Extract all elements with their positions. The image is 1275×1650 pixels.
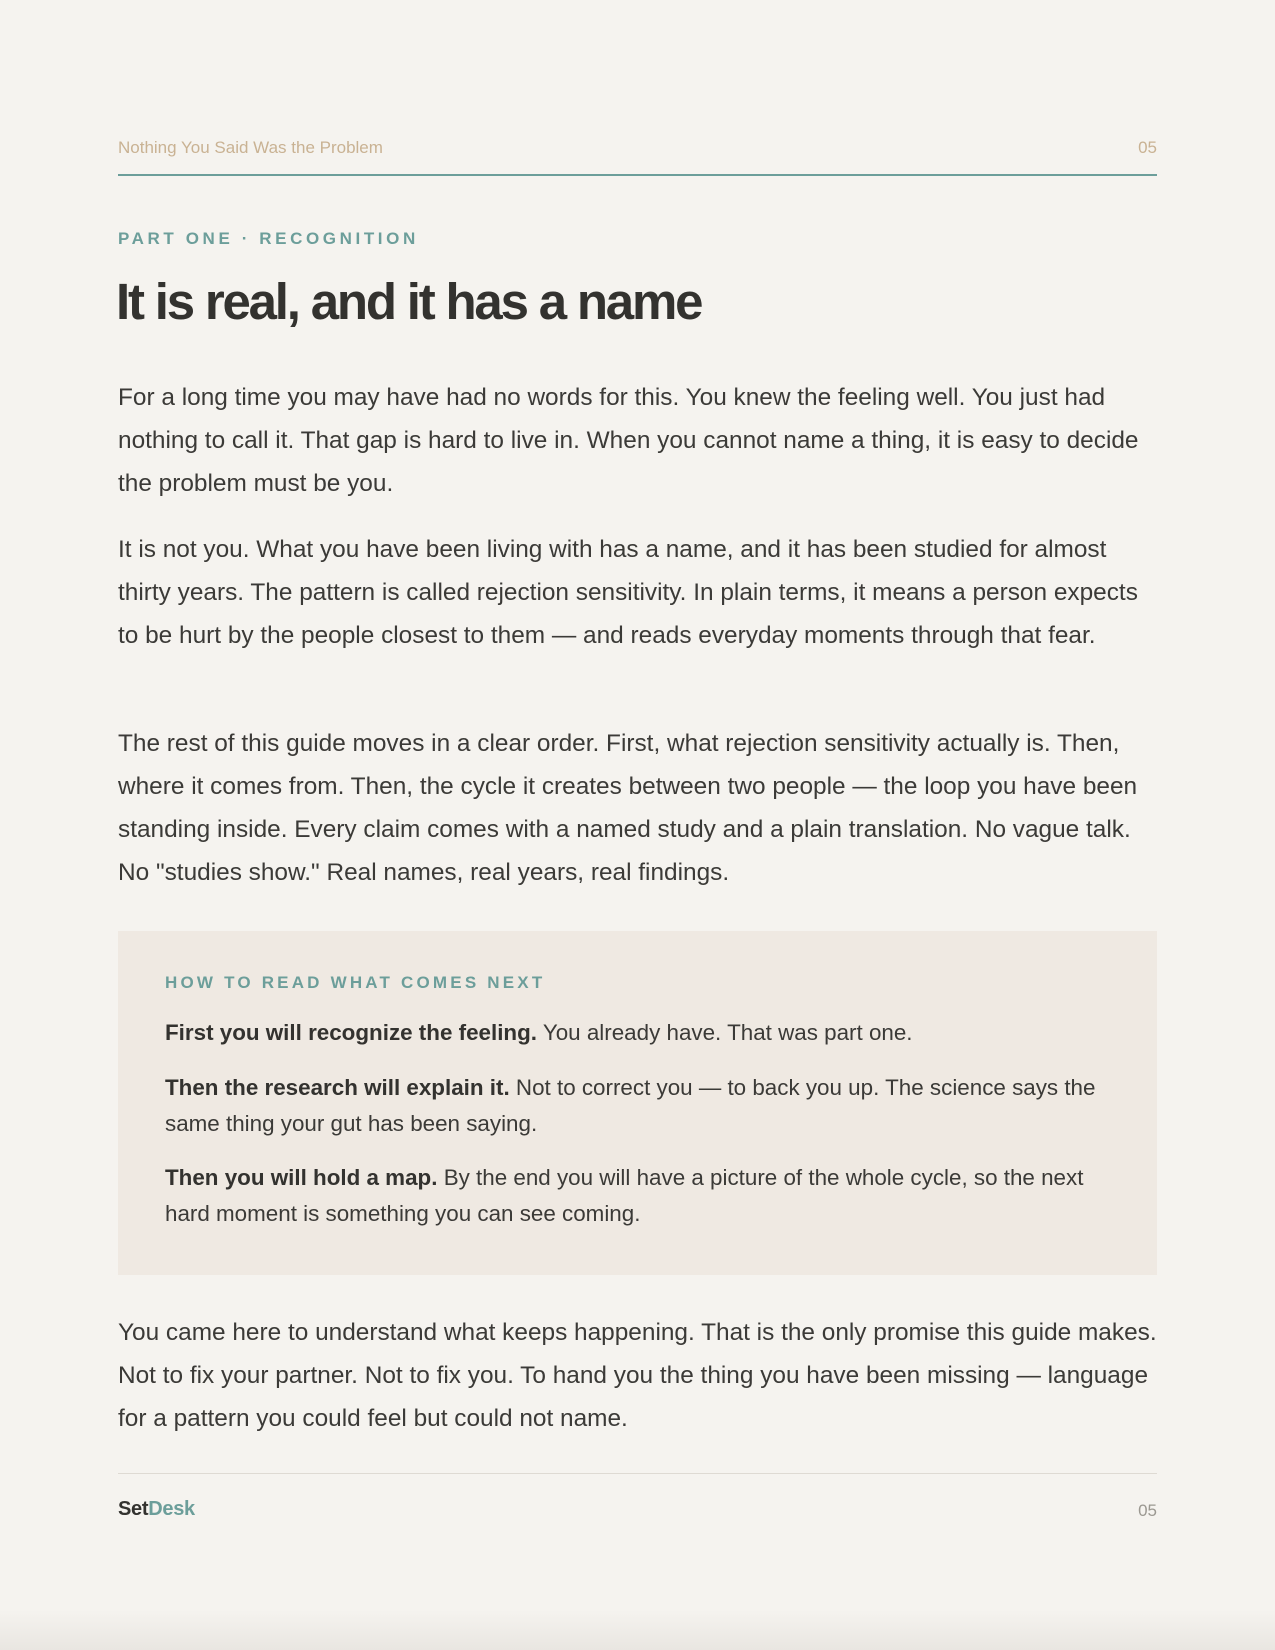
callout-item-recognize <box>165 1015 1105 1051</box>
callout-item-text: By the end you will have a picture of the whole cycle, so the next hard moment is something you can see coming. <box>165 1165 1084 1226</box>
callout-label: HOW TO READ WHAT COMES NEXT <box>165 973 546 992</box>
brand-name-part-1: Set <box>118 1498 149 1520</box>
callout-item-lead: First you will recognize the feeling. <box>165 1020 537 1045</box>
callout-item-lead: Then the research will explain it. <box>165 1075 510 1100</box>
callout-item-map <box>165 1160 1105 1232</box>
callout-item-research <box>165 1070 1105 1142</box>
running-title: Nothing You Said Was the Problem <box>118 138 383 157</box>
footer-page-number: 05 <box>1138 1501 1157 1520</box>
footer-brand-logo <box>118 1498 195 1521</box>
body-paragraph-1: For a long time you may have had no words for this. You knew the feeling well. You just had nothing to call it. That gap is hard to live in. When you cannot name a thing, it is easy to decide the problem must be you. <box>118 384 1139 497</box>
page-title: It is real, and it has a name <box>116 273 702 330</box>
bottom-edge-shadow <box>0 1610 1275 1650</box>
reading-guide-callout <box>118 931 1157 1275</box>
callout-item-lead: Then you will hold a map. <box>165 1165 438 1190</box>
running-header <box>118 136 1157 176</box>
body-paragraph-2: It is not you. What you have been living with has a name, and it has been studied for almost thirty years. The pattern is called rejection sensitivity. In plain terms, it means a person expects to be hurt by the people closest to them — and reads everyday moments through that fear. <box>118 536 1138 649</box>
body-paragraph-4: You came here to understand what keeps happening. That is the only promise this guide makes. Not to fix your partner. Not to fix you. To hand you the thing you have been missing — language for a pattern you could feel but could not name. <box>118 1319 1157 1432</box>
callout-item-text: Not to correct you — to back you up. The science says the same thing your gut has been saying. <box>165 1075 1096 1136</box>
body-paragraph-3: The rest of this guide moves in a clear order. First, what rejection sensitivity actually is. Then, where it comes from. Then, the cycle it creates between two people — the loop you have been standing inside. Every claim comes with a named study and a plain translation. No vague talk. No "studies show." Real names, real years, real findings. <box>118 730 1138 886</box>
footer-divider <box>118 1473 1157 1474</box>
brand-name-part-2: Desk <box>148 1498 195 1520</box>
header-page-number: 05 <box>1138 138 1157 157</box>
section-eyebrow: PART ONE · RECOGNITION <box>118 229 419 248</box>
callout-item-text: You already have. That was part one. <box>542 1020 913 1045</box>
